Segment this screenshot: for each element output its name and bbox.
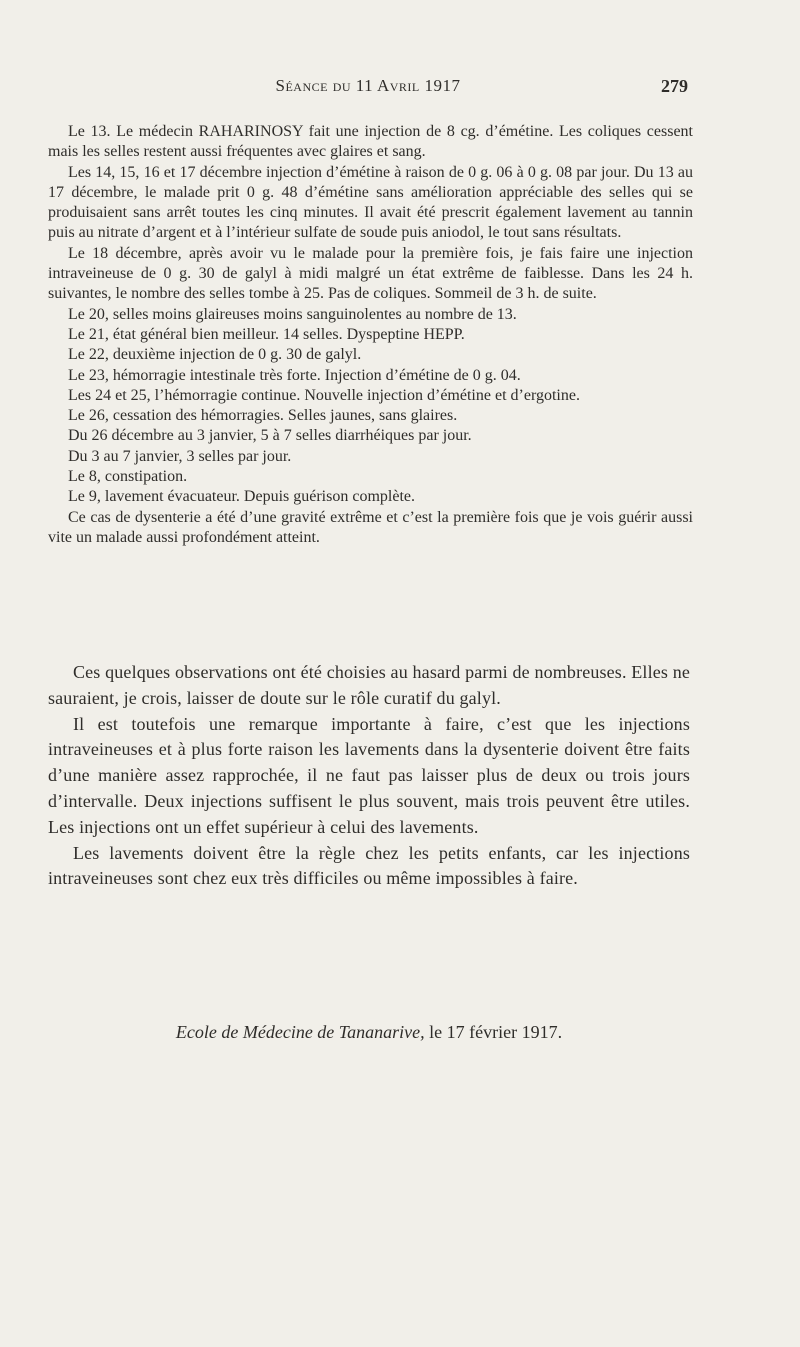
paragraph-case-13: Le 13. Le médecin RAHARINOSY fait une injection de 8 cg. d’émétine. Les coliques cessent mais les selles restent aussi fréquentes avec glaires et sang. (48, 123, 693, 161)
discussion-text (48, 660, 690, 892)
paragraph-case-conclusion: Ce cas de dysenterie a été d’une gravité extrême et c’est la première fois que je vois guérir aussi vite un malade aussi profondément atteint. (48, 508, 693, 546)
running-title: Séance du 11 Avril 1917 (275, 76, 461, 95)
paragraph-case-22: Le 22, deuxième injection de 0 g. 30 de galyl. (68, 346, 362, 364)
paragraph-case-21: Le 21, état général bien meilleur. 14 selles. Dyspeptine HEPP. (68, 325, 465, 343)
paragraph-children: Les lavements doivent être la règle chez les petits enfants, car les injections intraveineuses sont chez eux très difficiles ou même impossibles à faire. (48, 842, 690, 889)
paragraph-observations: Ces quelques observations ont été choisies au hasard parmi de nombreuses. Elles ne sauraient, je crois, laisser de doute sur le rôle curatif du galyl. (48, 662, 690, 708)
paragraph-case-24-25: Les 24 et 25, l’hémorragie continue. Nouvelle injection d’émétine et d’ergotine. (68, 386, 580, 404)
paragraph-remark: Il est toutefois une remarque importante à faire, c’est que les injections intraveineuses et à plus forte raison les lavements dans la dysenterie doivent être faits d’une manière assez rapprochée, il ne faut pas laisser plus de deux ou trois jours d’intervalle. Deux injections suffisent le plus souvent, mais trois peuvent être utiles. Les injections ont un effet supérieur à celui des lavements. (48, 713, 690, 837)
paragraph-case-18: Le 18 décembre, après avoir vu le malade pour la première fois, je fais faire une injection intraveineuse de 0 g. 30 de galyl à midi malgré un état extrême de faiblesse. Dans les 24 h. suivantes, le nombre des selles tombe à 25. Pas de coliques. Sommeil de 3 h. de suite. (48, 244, 693, 303)
case-notes (48, 122, 693, 548)
paragraph-case-8: Le 8, constipation. (68, 468, 188, 486)
paragraph-case-26-3: Du 26 décembre au 3 janvier, 5 à 7 selles diarrhéiques par jour. (68, 427, 472, 445)
paragraph-case-20: Le 20, selles moins glaireuses moins sanguinolentes au nombre de 13. (68, 305, 517, 323)
paragraph-case-23: Le 23, hémorragie intestinale très forte. Injection d’émétine de 0 g. 04. (68, 366, 521, 384)
signature-line (48, 1020, 690, 1044)
paragraph-case-9: Le 9, lavement évacuateur. Depuis guérison complète. (68, 488, 415, 506)
paragraph-case-14-17: Les 14, 15, 16 et 17 décembre injection d’émétine à raison de 0 g. 06 à 0 g. 08 par jour. Du 13 au 17 décembre, le malade prit 0 g. 48 d’émétine sans amélioration appréciable des selles qui se produisaient sans arrêt toutes les cinq minutes. Il avait été prescrit également lavement au tannin puis au nitrate d’argent et à l’intérieur sulfate de soude puis aniodol, le tout sans résultats. (48, 163, 693, 242)
paragraph-case-3-7: Du 3 au 7 janvier, 3 selles par jour. (68, 447, 292, 465)
page-number: 279 (661, 76, 688, 96)
running-head (48, 76, 688, 100)
signature-place: Ecole de Médecine de Tananarive, (175, 1022, 425, 1042)
paragraph-case-26: Le 26, cessation des hémorragies. Selles jaunes, sans glaires. (68, 407, 458, 425)
signature-date: le 17 février 1917. (429, 1022, 563, 1042)
